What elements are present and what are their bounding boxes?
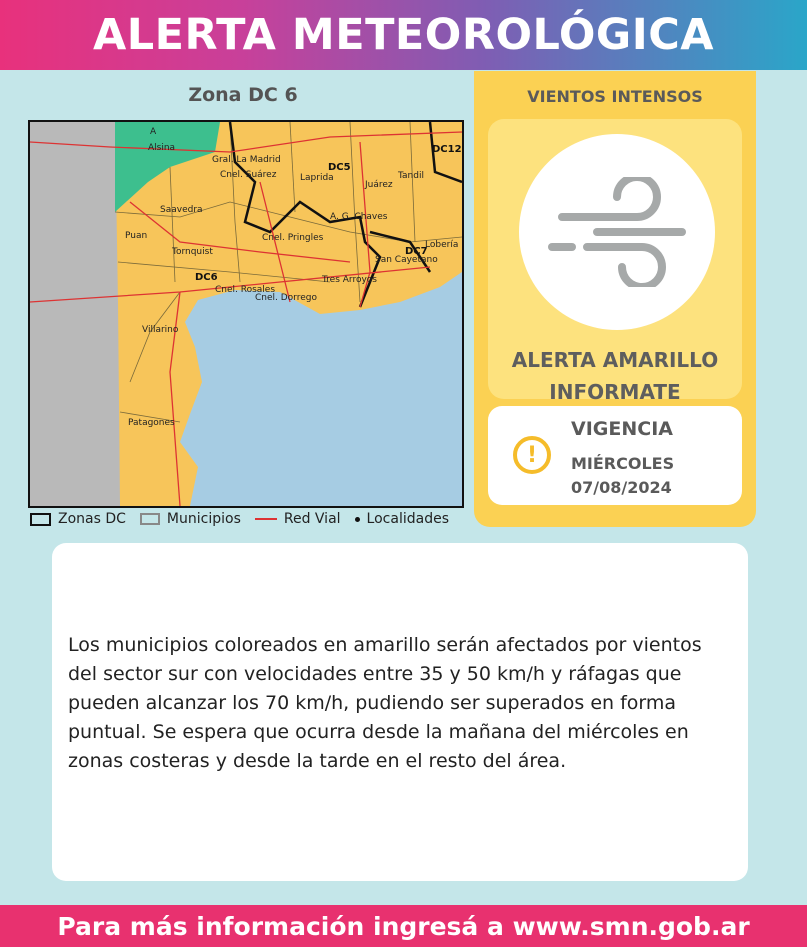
map-label-dc7: DC7 — [405, 246, 428, 257]
legend-swatch-municipios — [140, 513, 160, 525]
legend-label-municipios: Municipios — [166, 511, 241, 527]
zone-map-svg — [30, 122, 462, 506]
legend-label-localidades: Localidades — [366, 511, 449, 527]
page-title: ALERTA METEOROLÓGICA — [92, 10, 715, 60]
legend-municipios — [140, 511, 241, 527]
vigencia-card — [488, 406, 742, 505]
map-label-puan: Puan — [125, 231, 148, 241]
footer-banner[interactable] — [0, 905, 807, 947]
legend-label-dc: Zonas DC — [58, 511, 126, 527]
legend-red-vial — [255, 511, 341, 527]
legend-swatch-road — [255, 518, 277, 520]
map-label-saavedra: Saavedra — [160, 205, 203, 215]
wind-icon-svg — [542, 177, 692, 287]
footer-link-text[interactable]: Para más información ingresá a www.smn.gob.ar — [57, 911, 750, 941]
map-legend — [30, 508, 470, 530]
map-label-loberia: Lobería — [425, 240, 459, 250]
legend-localidades — [355, 511, 449, 527]
map-label-dorrego: Cnel. Dorrego — [255, 293, 317, 303]
map-label-laprida: Laprida — [300, 173, 334, 183]
map-label-dc12: DC12 — [432, 144, 462, 155]
map-label-tandil: Tandil — [398, 171, 424, 181]
map-label-pringles: Cnel. Pringles — [262, 233, 324, 243]
map-label-suarez: Cnel. Suárez — [220, 170, 277, 180]
header-banner — [0, 0, 807, 70]
map-label-tornquist: Tornquist — [172, 247, 213, 257]
zone-title: Zona DC 6 — [188, 84, 298, 106]
vigencia-day: MIÉRCOLES — [571, 454, 675, 473]
map-label-chaves: A. G. Chaves — [330, 212, 388, 222]
description-text: Los municipios coloreados en amarillo serán afectados por vientos del sector sur con velocidades entre 35 y 50 km/h y ráfagas que pueden alcanzar los 70 km/h, pudiendo ser superados en forma puntual. Se espera que ocurra desde la mañana del miércoles en zonas costeras y desde la tarde en el resto del área. — [68, 634, 702, 772]
legend-label-road: Red Vial — [283, 511, 341, 527]
alert-level — [488, 344, 742, 408]
map-label-alsina: Alsina — [148, 143, 176, 153]
map-label-rosales: Cnel. Rosales — [215, 285, 276, 295]
zone-map — [28, 120, 464, 508]
map-label-juarez: Juárez — [365, 180, 393, 190]
map-label-patagones: Patagones — [128, 418, 175, 428]
vigencia-title: VIGENCIA — [571, 418, 673, 440]
alert-level-line1: ALERTA AMARILLO — [511, 348, 719, 372]
map-label-a: A — [150, 127, 157, 137]
legend-swatch-dc — [30, 513, 51, 526]
vigencia-date: 07/08/2024 — [571, 478, 672, 497]
map-label-villarino: Villarino — [142, 325, 179, 335]
map-label-tresarroyos: Tres Arroyos — [322, 275, 377, 285]
map-label-dc5: DC5 — [328, 162, 351, 173]
map-label-dc6: DC6 — [195, 272, 218, 283]
alert-level-line2: INFORMATE — [549, 380, 681, 404]
legend-swatch-localidades — [355, 517, 360, 522]
map-label-lamadrid: Gral. La Madrid — [212, 155, 281, 165]
alert-type: VIENTOS INTENSOS — [527, 87, 703, 106]
wind-icon — [519, 134, 715, 330]
description-card — [52, 543, 748, 881]
legend-zonas-dc — [30, 511, 126, 527]
exclamation-icon: ! — [513, 436, 551, 474]
map-label-cayetano: San Cayetano — [375, 255, 438, 265]
